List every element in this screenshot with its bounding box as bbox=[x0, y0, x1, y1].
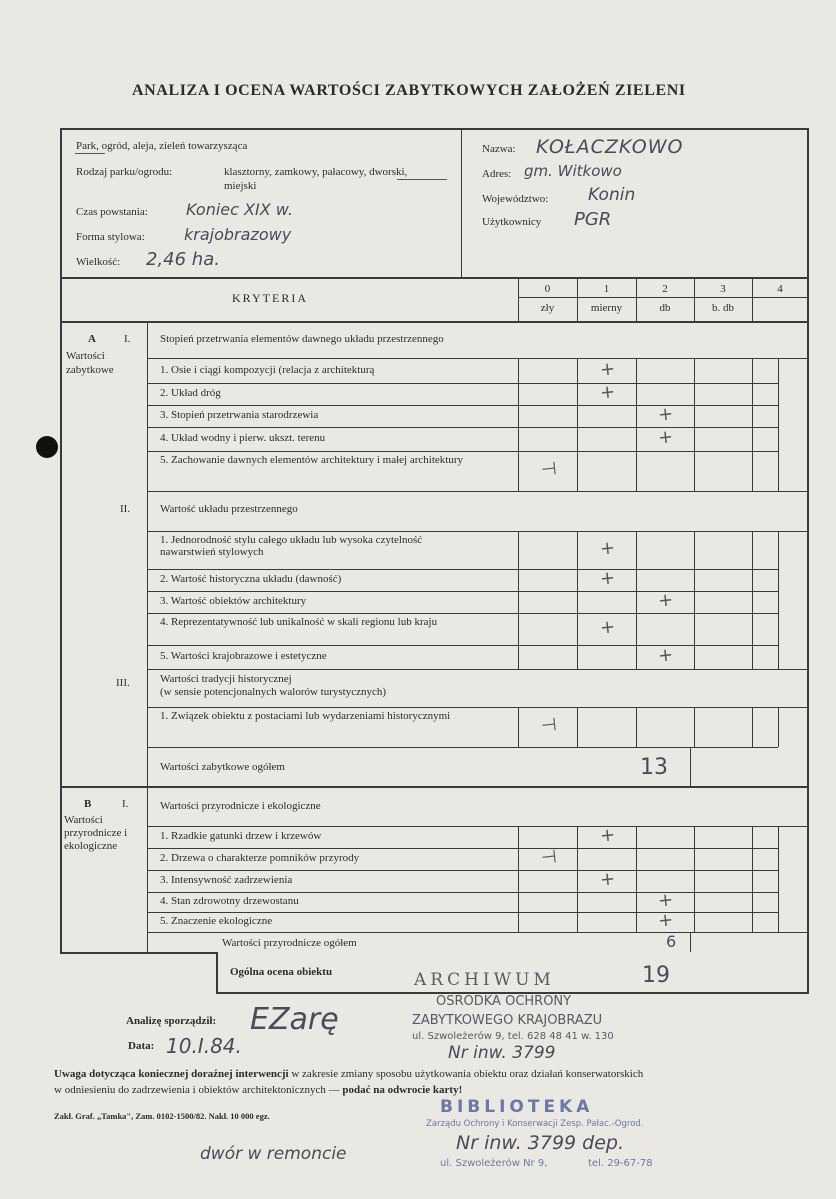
grid-line bbox=[752, 569, 753, 591]
data-label: Data: bbox=[128, 1040, 155, 1052]
criterion-label: 5. Wartości krajobrazowe i estetyczne bbox=[160, 650, 327, 662]
grid-line bbox=[694, 870, 695, 892]
grid-line bbox=[577, 613, 578, 645]
grid-line bbox=[636, 358, 637, 383]
grid-line bbox=[148, 491, 809, 492]
dworski-underline bbox=[397, 179, 447, 180]
grid-line bbox=[577, 569, 578, 591]
grid-line bbox=[778, 707, 779, 747]
criterion-label: 2. Układ dróg bbox=[160, 387, 221, 399]
grid-line bbox=[694, 451, 695, 491]
score-mark: + bbox=[656, 909, 675, 932]
grid-line bbox=[694, 427, 695, 451]
grid-line bbox=[518, 848, 519, 870]
grid-line bbox=[636, 569, 637, 591]
grid-line bbox=[577, 358, 578, 383]
group-b1-title: Wartości przyrodnicze i ekologiczne bbox=[160, 800, 321, 812]
grid-line bbox=[694, 707, 695, 747]
grid-line bbox=[148, 892, 778, 893]
total-b-label: Wartości przyrodnicze ogółem bbox=[222, 937, 357, 949]
criterion-label: 4. Reprezentatywność lub unikalność w skali regionu lub kraju bbox=[160, 616, 438, 628]
grid-line bbox=[577, 427, 578, 451]
grid-line bbox=[752, 912, 753, 932]
uwaga-note bbox=[54, 1066, 824, 1098]
grid-line bbox=[694, 591, 695, 613]
wielkosc-label: Wielkość: bbox=[76, 256, 121, 268]
criterion-label: 3. Stopień przetrwania starodrzewia bbox=[160, 409, 319, 421]
archive-stamp-line1: ARCHIWUM bbox=[414, 970, 555, 990]
forma-label: Forma stylowa: bbox=[76, 231, 145, 243]
print-info: Zakł. Graf. „Tamka", Zam. 0102-1500/82. Nakł. 10 000 egz. bbox=[54, 1111, 270, 1121]
grid-line bbox=[690, 932, 691, 952]
grid-line bbox=[752, 427, 753, 451]
nazwa-label: Nazwa: bbox=[482, 143, 516, 155]
section-b-roman: I. bbox=[122, 798, 129, 810]
grid-line bbox=[577, 645, 578, 669]
section-a-letter: A bbox=[88, 333, 96, 345]
biblioteka-title: BIBLIOTEKA bbox=[440, 1097, 594, 1117]
rodzaj-options: klasztorny, zamkowy, pałacowy, dworski, bbox=[224, 166, 408, 178]
nazwa-value: KOŁACZKOWO bbox=[536, 136, 684, 158]
grid-line bbox=[752, 826, 753, 848]
overall-value: 19 bbox=[642, 963, 670, 988]
grid-line bbox=[694, 826, 695, 848]
grid-line bbox=[694, 358, 695, 383]
park-underline bbox=[75, 153, 105, 154]
score-mark: + bbox=[656, 889, 675, 912]
score-col-1-num: 1 bbox=[603, 283, 610, 295]
grid-line bbox=[577, 892, 578, 912]
section-b-letter: B bbox=[84, 798, 92, 810]
grid-line bbox=[148, 848, 778, 849]
uwaga-text-2: w odniesieniu do zadrzewienia i obiektów architektonicznych — bbox=[54, 1084, 340, 1096]
grid-line bbox=[518, 645, 519, 669]
criterion-label: 5. Znaczenie ekologiczne bbox=[160, 915, 273, 927]
grid-line bbox=[778, 870, 779, 892]
grid-line bbox=[752, 451, 753, 491]
section-a-roman-3: III. bbox=[116, 677, 130, 689]
score-col-4-num: 4 bbox=[777, 283, 783, 295]
grid-line bbox=[752, 892, 753, 912]
grid-line bbox=[752, 613, 753, 645]
section-a-name: Wartości zabytkowe bbox=[66, 350, 114, 376]
uzytkownicy-label: Użytkownicy bbox=[482, 216, 542, 228]
grid-line bbox=[752, 707, 753, 747]
grid-line bbox=[778, 451, 779, 491]
grid-line bbox=[577, 707, 578, 747]
grid-line bbox=[752, 645, 753, 669]
grid-line bbox=[518, 613, 519, 645]
grid-line bbox=[778, 826, 779, 848]
grid-line bbox=[148, 405, 778, 406]
adres-label: Adres: bbox=[482, 168, 512, 180]
criterion-label: 4. Układ wodny i pierw. ukszt. terenu bbox=[160, 432, 326, 444]
criterion-label: 2. Wartość historyczna układu (dawność) bbox=[160, 573, 342, 585]
criterion-label: 1. Związek obiektu z postaciami lub wydarzeniami historycznymi bbox=[160, 710, 451, 722]
punch-hole bbox=[36, 436, 58, 458]
score-mark: + bbox=[656, 644, 675, 667]
score-mark: + bbox=[598, 824, 616, 847]
grid-line bbox=[148, 569, 778, 570]
grid-line bbox=[577, 591, 578, 613]
grid-line bbox=[148, 912, 778, 913]
grid-line bbox=[694, 531, 695, 569]
grid-line bbox=[518, 569, 519, 591]
grid-line bbox=[636, 870, 637, 892]
grid-line bbox=[778, 912, 779, 932]
grid-line bbox=[636, 613, 637, 645]
kryteria-label: KRYTERIA bbox=[232, 291, 308, 305]
park-type-line: Park, ogród, aleja, zieleń towarzysząca bbox=[76, 140, 248, 152]
archive-stamp-line4: ul. Szwoleżerów 9, tel. 628 48 41 w. 130 bbox=[412, 1031, 614, 1042]
score-col-2-num: 2 bbox=[662, 283, 668, 295]
grid-line bbox=[518, 531, 519, 569]
grid-line bbox=[148, 427, 778, 428]
grid-line bbox=[694, 892, 695, 912]
grid-line bbox=[778, 848, 779, 870]
score-mark: + bbox=[656, 589, 675, 612]
grid-line bbox=[577, 870, 578, 892]
grid-line bbox=[518, 405, 519, 427]
score-mark: + bbox=[656, 403, 675, 426]
score-mark: + bbox=[598, 357, 616, 381]
wielkosc-value: 2,46 ha. bbox=[146, 249, 220, 270]
grid-line bbox=[636, 591, 637, 613]
grid-line bbox=[148, 707, 809, 708]
grid-line bbox=[148, 531, 809, 532]
overall-label: Ogólna ocena obiektu bbox=[230, 966, 333, 978]
criterion-label: 3. Intensywność zadrzewienia bbox=[160, 874, 293, 886]
grid-line bbox=[694, 383, 695, 405]
grid-line bbox=[577, 405, 578, 427]
criterion-label: 1. Osie i ciągi kompozycji (relacja z architekturą bbox=[160, 364, 375, 376]
grid-line bbox=[690, 747, 691, 787]
grid-line bbox=[778, 591, 779, 613]
grid-line bbox=[518, 451, 519, 491]
grid-line bbox=[778, 645, 779, 669]
score-col-0-label: zły bbox=[540, 302, 555, 314]
score-col-3-num: 3 bbox=[720, 283, 726, 295]
score-mark: ⊣ bbox=[539, 458, 558, 481]
rodzaj-label: Rodzaj parku/ogrodu: bbox=[76, 166, 173, 178]
grid-line bbox=[778, 427, 779, 451]
grid-line bbox=[752, 591, 753, 613]
grid-line bbox=[752, 848, 753, 870]
score-col-2-label: db bbox=[659, 302, 671, 314]
score-mark: + bbox=[598, 616, 616, 639]
score-mark: + bbox=[656, 426, 675, 449]
grid-line bbox=[518, 707, 519, 747]
grid-line bbox=[636, 912, 637, 932]
grid-line bbox=[694, 569, 695, 591]
criterion-label: 1. Rzadkie gatunki drzew i krzewów bbox=[160, 830, 322, 842]
grid-line bbox=[752, 405, 753, 427]
forma-value: krajobrazowy bbox=[184, 225, 292, 244]
grid-line bbox=[636, 707, 637, 747]
score-mark: + bbox=[598, 537, 616, 560]
score-mark: + bbox=[598, 381, 616, 404]
grid-line bbox=[778, 569, 779, 591]
archive-stamp-line3: ZABYTKOWEGO KRAJOBRAZU bbox=[412, 1013, 603, 1028]
uwaga-bold-2: podać na odwrocie karty! bbox=[342, 1084, 463, 1096]
grid-line bbox=[778, 613, 779, 645]
grid-line bbox=[778, 358, 779, 383]
grid-line bbox=[752, 870, 753, 892]
total-b-value: 6 bbox=[666, 932, 677, 951]
grid-line bbox=[577, 383, 578, 405]
biblioteka-sub: Zarządu Ochrony i Konserwacji Zesp. Pałac.-Ogrod. bbox=[426, 1119, 644, 1129]
grid-line bbox=[518, 591, 519, 613]
grid-line bbox=[148, 645, 778, 646]
uwaga-text-1: w zakresie zmiany sposobu użytkowania obiektu oraz działań konserwatorskich bbox=[288, 1068, 644, 1080]
czas-value: Koniec XIX w. bbox=[186, 200, 293, 219]
uzytkownicy-value: PGR bbox=[574, 209, 612, 230]
grid-line bbox=[636, 645, 637, 669]
score-mark: + bbox=[598, 567, 616, 590]
grid-line bbox=[518, 383, 519, 405]
grid-line bbox=[518, 427, 519, 451]
grid-line bbox=[694, 912, 695, 932]
criterion-label: 4. Stan zdrowotny drzewostanu bbox=[160, 895, 299, 907]
rodzaj-options-2: miejski bbox=[224, 180, 257, 192]
grid-line bbox=[518, 892, 519, 912]
grid-line bbox=[694, 613, 695, 645]
grid-line bbox=[518, 358, 519, 383]
page-title: ANALIZA I OCENA WARTOŚCI ZABYTKOWYCH ZAŁOŻEŃ ZIELENI bbox=[132, 82, 686, 99]
section-a-roman-2: II. bbox=[120, 503, 131, 515]
grid-line bbox=[636, 848, 637, 870]
grid-line bbox=[518, 826, 519, 848]
grid-line bbox=[148, 669, 809, 670]
grid-line bbox=[694, 645, 695, 669]
grid-line bbox=[148, 591, 778, 592]
group-a3-title-2: (w sensie potencjonalnych walorów turystycznych) bbox=[160, 686, 387, 698]
grid-line bbox=[577, 531, 578, 569]
grid-line bbox=[778, 405, 779, 427]
score-mark: ⊣ bbox=[539, 846, 558, 869]
grid-line bbox=[577, 848, 578, 870]
grid-line bbox=[636, 451, 637, 491]
total-a-label: Wartości zabytkowe ogółem bbox=[160, 761, 285, 773]
grid-line bbox=[778, 383, 779, 405]
archive-inventory: Nr inw. 3799 bbox=[448, 1043, 556, 1063]
score-col-0-num: 0 bbox=[544, 283, 551, 295]
grid-line bbox=[577, 451, 578, 491]
grid-line bbox=[518, 870, 519, 892]
score-mark: ⊣ bbox=[539, 714, 558, 737]
grid-line bbox=[752, 358, 753, 383]
biblioteka-addr-2: tel. 29-67-78 bbox=[588, 1158, 653, 1169]
data-value: 10.I.84. bbox=[166, 1034, 242, 1058]
grid-line bbox=[518, 912, 519, 932]
total-a-value: 13 bbox=[640, 755, 668, 780]
grid-line bbox=[752, 531, 753, 569]
group-a1-title: Stopień przetrwania elementów dawnego układu przestrzennego bbox=[160, 333, 444, 345]
grid-line bbox=[636, 405, 637, 427]
grid-line bbox=[148, 870, 778, 871]
grid-line bbox=[694, 848, 695, 870]
grid-line bbox=[778, 892, 779, 912]
section-a-roman-1: I. bbox=[124, 333, 131, 345]
score-col-1-label: mierny bbox=[590, 302, 623, 314]
grid-line bbox=[148, 826, 809, 827]
archive-stamp-line2: OŚRODKA OCHRONY bbox=[436, 994, 572, 1009]
grid-line bbox=[636, 892, 637, 912]
grid-line bbox=[148, 358, 809, 359]
grid-line bbox=[577, 912, 578, 932]
score-mark: + bbox=[598, 868, 616, 891]
grid-line bbox=[148, 747, 778, 748]
grid-line bbox=[694, 405, 695, 427]
czas-label: Czas powstania: bbox=[76, 206, 148, 218]
criterion-label: 3. Wartość obiektów architektury bbox=[160, 595, 307, 607]
group-a2-title: Wartość układu przestrzennego bbox=[160, 503, 298, 515]
grid-line bbox=[778, 531, 779, 569]
grid-line bbox=[148, 383, 778, 384]
uwaga-bold: Uwaga dotycząca koniecznej doraźnej interwencji bbox=[54, 1068, 289, 1080]
adres-value: gm. Witkowo bbox=[524, 162, 622, 180]
section-b-name: Wartości przyrodnicze i ekologiczne bbox=[64, 814, 128, 852]
score-col-3-label: b. db bbox=[712, 302, 734, 314]
grid-line bbox=[148, 613, 778, 614]
grid-line bbox=[636, 826, 637, 848]
footer-handwritten-note: dwór w remoncie bbox=[200, 1144, 347, 1164]
analiza-label: Analizę sporządził: bbox=[126, 1015, 217, 1027]
grid-line bbox=[752, 383, 753, 405]
criterion-label: 1. Jednorodność stylu całego układu lub wysoka czytelność nawarstwień stylowych bbox=[160, 534, 423, 558]
wojewodztwo-value: Konin bbox=[588, 185, 636, 205]
grid-line bbox=[148, 932, 809, 933]
biblioteka-addr-1: ul. Szwoleżerów Nr 9, bbox=[440, 1158, 548, 1169]
criterion-label: 5. Zachowanie dawnych elementów architektury i małej architektury bbox=[160, 454, 463, 466]
analiza-signature: EZarę bbox=[250, 1002, 339, 1037]
group-a3-title: Wartości tradycji historycznej bbox=[160, 673, 292, 685]
wojewodztwo-label: Województwo: bbox=[482, 193, 549, 205]
grid-line bbox=[148, 451, 778, 452]
grid-line bbox=[636, 383, 637, 405]
criterion-label: 2. Drzewa o charakterze pomników przyrody bbox=[160, 852, 360, 864]
grid-line bbox=[577, 826, 578, 848]
biblioteka-inventory: Nr inw. 3799 dep. bbox=[456, 1132, 625, 1154]
grid-line bbox=[636, 427, 637, 451]
grid-line bbox=[636, 531, 637, 569]
